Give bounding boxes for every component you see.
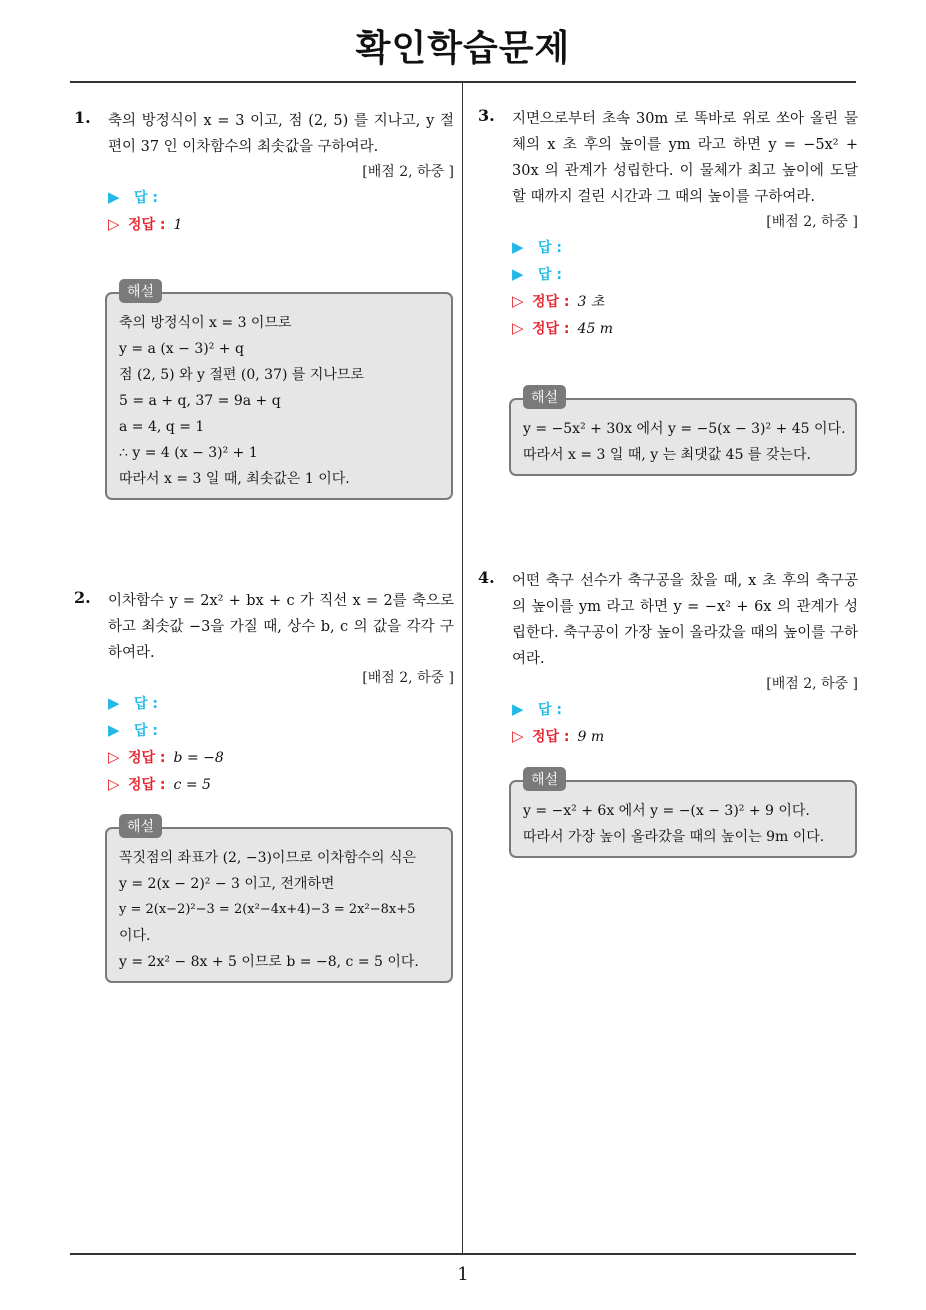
- solution-line: y = 2x² − 8x + 5 이므로 b = −8, c = 5 이다.: [119, 954, 419, 970]
- answer-label: 답 :: [538, 702, 562, 718]
- correct-answer-line: [512, 723, 858, 750]
- correct-answer-line: [108, 211, 454, 238]
- solution-line: 축의 방정식이 x = 3 이므로: [119, 315, 292, 331]
- solution-2: [105, 819, 453, 983]
- correct-label: 정답 :: [532, 729, 570, 745]
- correct-label: 정답 :: [128, 750, 166, 766]
- open-triangle-icon: ▷: [512, 727, 524, 745]
- problem-4: [478, 568, 858, 750]
- answer-line: [512, 696, 858, 723]
- problem-number: 3.: [478, 106, 495, 125]
- solution-tag: 해설: [523, 767, 566, 791]
- top-rule: [70, 81, 856, 83]
- page-number: 1: [457, 1264, 469, 1285]
- problem-2: [74, 588, 454, 798]
- answer-label: 답 :: [538, 267, 562, 283]
- answer-line: [108, 690, 454, 717]
- solution-line: y = a (x − 3)² + q: [119, 341, 244, 357]
- solution-line: y = 2(x−2)²−3 = 2(x²−4x+4)−3 = 2x²−8x+5: [119, 902, 416, 917]
- column-divider: [462, 83, 463, 1255]
- answer-line: [108, 717, 454, 744]
- problem-number: 2.: [74, 588, 91, 607]
- correct-label: 정답 :: [128, 217, 166, 233]
- question-text: 이차함수 y = 2x² + bx + c 가 직선 x = 2를 축으로 하고 최솟값 −3을 가질 때, 상수 b, c 의 값을 각각 구하여라.: [108, 593, 454, 661]
- solution-box: [509, 398, 857, 476]
- filled-triangle-icon: ▶: [512, 700, 524, 718]
- filled-triangle-icon: ▶: [108, 694, 120, 712]
- score-meta: [배점 2, 하중 ]: [362, 670, 454, 686]
- filled-triangle-icon: ▶: [512, 238, 524, 256]
- open-triangle-icon: ▷: [108, 215, 120, 233]
- filled-triangle-icon: ▶: [108, 188, 120, 206]
- bottom-rule: [70, 1253, 856, 1255]
- solution-line: 꼭짓점의 좌표가 (2, −3)이므로 이차함수의 식은: [119, 850, 417, 866]
- solution-tag: 해설: [119, 279, 162, 303]
- question-text: 축의 방정식이 x = 3 이고, 점 (2, 5) 를 지나고, y 절편이 37 인 이차함수의 최솟값을 구하여라.: [108, 113, 454, 155]
- solution-line: y = −x² + 6x 에서 y = −(x − 3)² + 9 이다.: [523, 803, 810, 819]
- problem-number: 1.: [74, 108, 91, 127]
- correct-answer-value: 1: [173, 217, 183, 233]
- question-text: 어떤 축구 선수가 축구공을 찼을 때, x 초 후의 축구공의 높이를 ym 라고 하면 y = −x² + 6x 의 관계가 성립한다. 축구공이 가장 높이 올라갔을 때의 높이를 구하여라.: [512, 573, 858, 667]
- solution-box: [105, 827, 453, 983]
- problem-1: [74, 108, 454, 238]
- correct-answer-value: 45 m: [577, 321, 614, 337]
- solution-3: [509, 390, 857, 476]
- open-triangle-icon: ▷: [108, 775, 120, 793]
- correct-label: 정답 :: [128, 777, 166, 793]
- solution-line: 이다.: [119, 928, 151, 944]
- score-meta: [배점 2, 하중 ]: [766, 676, 858, 692]
- open-triangle-icon: ▷: [512, 292, 524, 310]
- solution-line: 따라서 x = 3 일 때, y 는 최댓값 45 를 갖는다.: [523, 447, 811, 463]
- solution-line: y = 2(x − 2)² − 3 이고, 전개하면: [119, 876, 335, 892]
- solution-box: [509, 780, 857, 858]
- correct-answer-value: c = 5: [173, 777, 211, 793]
- solution-line: 따라서 가장 높이 올라갔을 때의 높이는 9m 이다.: [523, 829, 825, 845]
- solution-tag: 해설: [523, 385, 566, 409]
- solution-line: 따라서 x = 3 일 때, 최솟값은 1 이다.: [119, 471, 350, 487]
- correct-answer-line: [108, 744, 454, 771]
- solution-4: [509, 772, 857, 858]
- answer-label: 답 :: [134, 723, 158, 739]
- question-text: 지면으로부터 초속 30m 로 똑바로 위로 쏘아 올린 물체의 x 초 후의 높이를 ym 라고 하면 y = −5x² + 30x 의 관계가 성립한다. 이 물체가 최고 높이에 도달할 때까지 걸린 시간과 그 때의 높이를 구하여라.: [512, 111, 858, 205]
- problem-number: 4.: [478, 568, 495, 587]
- solution-line: a = 4, q = 1: [119, 419, 205, 435]
- correct-answer-line: [512, 315, 858, 342]
- correct-label: 정답 :: [532, 321, 570, 337]
- solution-box: [105, 292, 453, 500]
- solution-1: [105, 284, 453, 500]
- answer-label: 답 :: [134, 190, 158, 206]
- score-meta: [배점 2, 하중 ]: [766, 214, 858, 230]
- score-meta: [배점 2, 하중 ]: [362, 164, 454, 180]
- filled-triangle-icon: ▶: [512, 265, 524, 283]
- correct-answer-line: [512, 288, 858, 315]
- answer-line: [108, 184, 454, 211]
- solution-line: 5 = a + q, 37 = 9a + q: [119, 393, 281, 409]
- correct-answer-value: 3 초: [577, 294, 605, 310]
- solution-line: ∴ y = 4 (x − 3)² + 1: [119, 445, 258, 461]
- open-triangle-icon: ▷: [108, 748, 120, 766]
- answer-line: [512, 234, 858, 261]
- page-title: 확인학습문제: [355, 28, 571, 69]
- correct-answer-value: 9 m: [577, 729, 605, 745]
- answer-line: [512, 261, 858, 288]
- filled-triangle-icon: ▶: [108, 721, 120, 739]
- solution-line: 점 (2, 5) 와 y 절편 (0, 37) 를 지나므로: [119, 367, 364, 383]
- answer-label: 답 :: [538, 240, 562, 256]
- answer-label: 답 :: [134, 696, 158, 712]
- correct-answer-line: [108, 771, 454, 798]
- correct-answer-value: b = −8: [173, 750, 224, 766]
- open-triangle-icon: ▷: [512, 319, 524, 337]
- solution-tag: 해설: [119, 814, 162, 838]
- correct-label: 정답 :: [532, 294, 570, 310]
- solution-line: y = −5x² + 30x 에서 y = −5(x − 3)² + 45 이다.: [523, 421, 846, 437]
- problem-3: [478, 106, 858, 342]
